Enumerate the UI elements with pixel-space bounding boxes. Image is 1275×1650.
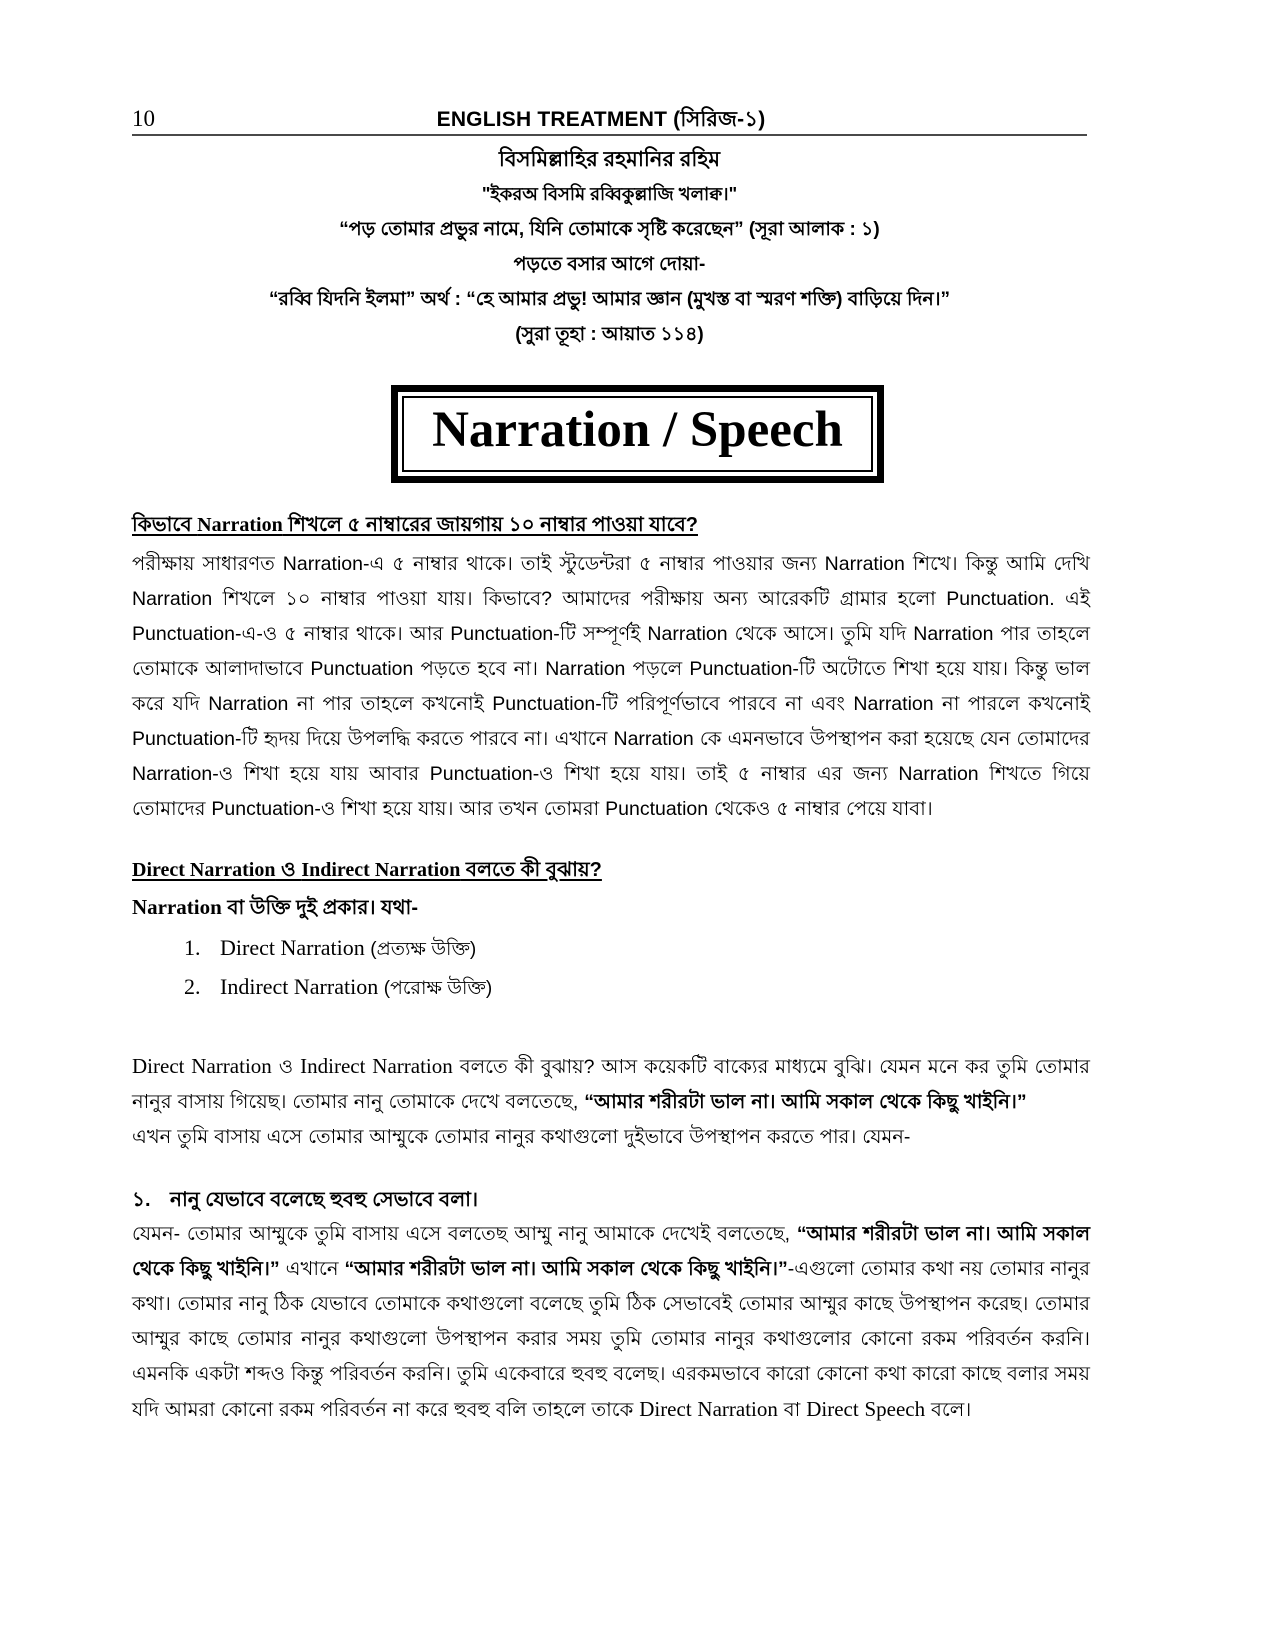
iqra-translation-line: “পড় তোমার প্রভুর নামে, যিনি তোমাকে সৃষ্টি করেছেন” (সূরা আলাক : ১) xyxy=(339,219,880,240)
chapter-title-box xyxy=(0,385,1275,483)
dua-intro-line: পড়তে বসার আগে দোয়া- xyxy=(513,254,706,275)
heading-2-conjunction: ও xyxy=(275,859,302,881)
s3-text-3: -এগুলো তোমার কথা নয় তোমার নানুর কথা। তোমার নানু ঠিক যেভাবে তোমাকে কথাগুলো বলেছে তুমি ঠিক সেভাবেই তোমার আম্মুর কাছে উপস্থাপন করেছ। তোমার আম্মুর কাছে তোমার নানুর কথাগুলো উপস্থাপন করার সময় তুমি তোমার নানুর কথাগুলোর কোনো রকম পরিবর্তন করনি। এমনকি একটা শব্দও কিন্তু পরিবর্তন করনি। তুমি একেবারে হুবহু বলেছ। এরকমভাবে কারো কোনো কথা কারো কাছে বলার সময় যদি আমরা কোনো রকম পরিবর্তন না করে হুবহু বলি তাহলে তাকে xyxy=(132,1258,1091,1421)
section-3-number: ১. xyxy=(132,1189,151,1211)
section-2-explanation-paragraph xyxy=(132,1049,1090,1120)
list-item-term: Direct Narration xyxy=(220,935,365,960)
heading-1-text-before: কিভাবে xyxy=(132,514,198,536)
header-divider xyxy=(132,134,1087,136)
subhead-term: Narration xyxy=(132,895,222,919)
narration-types-list xyxy=(132,929,1090,1007)
nanu-quote: “আমার শরীরটা ভাল না। আমি সকাল থেকে কিছু খাইনি।” xyxy=(584,1091,1027,1113)
chapter-title: Narration / Speech xyxy=(432,402,843,458)
section-heading-2 xyxy=(132,857,1090,883)
iqra-arabic-line: "ইকরঅ বিসমি রব্বিকুল্লাজি খলাক্ব।" xyxy=(481,184,738,204)
heading-2-term-indirect: Indirect Narration xyxy=(301,859,461,881)
page-body xyxy=(132,512,1090,1428)
s3-quote-2: “আমার শরীরটা ভাল না। আমি সকাল থেকে কিছু খাইনি।” xyxy=(344,1258,788,1280)
heading-2-tail: বলতে কী বুঝায়? xyxy=(460,859,602,881)
section-1-paragraph: পরীক্ষায় সাধারণত Narration-এ ৫ নাম্বার থাকে। তাই স্টুডেন্টরা ৫ নাম্বার পাওয়ার জন্য Narration শিখে। কিন্তু আমি দেখি Narration শিখলে ১০ নাম্বার পাওয়া যায়। কিভাবে? আমাদের পরীক্ষায় অন্য আরেকটি গ্রামার হলো Punctuation. এই Punctuation-এ-ও ৫ নাম্বার থাকে। আর Punctuation-টি সম্পূর্ণই Narration থেকে আসে। তুমি যদি Narration পার তাহলে তোমাকে আলাদাভাবে Punctuation পড়তে হবে না। Narration পড়লে Punctuation-টি অটোতে শিখা হয়ে যায়। কিন্তু ভাল করে যদি Narration না পার তাহলে কখনোই Punctuation-টি পরিপূর্ণভাবে পারবে না এবং Narration না পারলে কখনোই Punctuation-টি হৃদয় দিয়ে উপলদ্ধি করতে পারবে না। এখানে Narration কে এমনভাবে উপস্থাপন করা হয়েছে যেন তোমাদের Narration-ও শিখা হয়ে যায় আবার Punctuation-ও শিখা হয়ে যায়। তাই ৫ নাম্বার এর জন্য Narration শিখতে গিয়ে তোমাদের Punctuation-ও শিখা হয়ে যায়। আর তখন তোমরা Punctuation থেকেও ৫ নাম্বার পেয়ে যাবা। xyxy=(132,553,1090,820)
heading-1-term: Narration xyxy=(197,514,283,536)
page-number: 10 xyxy=(132,106,155,131)
book-title: ENGLISH TREATMENT (সিরিজ-১) xyxy=(436,108,766,131)
invocation-block xyxy=(132,142,1087,352)
title-box-outer-border xyxy=(391,385,884,483)
subhead-text: বা উক্তি দুই প্রকার। যথা- xyxy=(221,897,418,919)
bismillah-line: বিসমিল্লাহির রহমানির রহিম xyxy=(498,148,721,171)
s3-term-direct-narration: Direct Narration xyxy=(639,1397,778,1421)
heading-2-term-direct: Direct Narration xyxy=(132,859,276,881)
narration-types-subhead xyxy=(132,892,1090,923)
section-heading-1 xyxy=(132,512,1090,538)
title-box-inner-border xyxy=(402,396,873,472)
list-item-gloss: (পরোক্ষ উক্তি) xyxy=(383,978,493,999)
para-term-direct: Direct Narration xyxy=(132,1054,272,1078)
section-3-heading-text: নানু যেভাবে বলেছে হুবহু সেভাবে বলা। xyxy=(170,1189,479,1211)
list-item-gloss: (প্রত্যক্ষ উক্তি) xyxy=(370,939,477,960)
para-conjunction: ও xyxy=(271,1056,301,1078)
list-item xyxy=(206,968,1090,1007)
s3-quote-1: “আমার শরীরটা ভাল না। আমি সকাল থেকে কিছু খাইনি।” xyxy=(132,1223,1090,1280)
section-3-heading xyxy=(132,1185,1090,1215)
s3-text-2: এখানে xyxy=(279,1258,345,1280)
spacer-1 xyxy=(132,827,1090,857)
page-header xyxy=(132,96,1087,132)
heading-1-text-after: শিখলে ৫ নাম্বারের জায়গায় ১০ নাম্বার পাওয়া যাবে? xyxy=(282,514,698,536)
surah-reference-line: (সুরা তূহা : আয়াত ১১৪) xyxy=(515,324,704,345)
section-2-followup-paragraph: এখন তুমি বাসায় এসে তোমার আম্মুকে তোমার নানুর কথাগুলো দুইভাবে উপস্থাপন করতে পার। যেমন- xyxy=(132,1126,911,1148)
para-term-indirect: Indirect Narration xyxy=(300,1054,453,1078)
s3-text-5: বলে। xyxy=(925,1399,972,1421)
spacer-3 xyxy=(132,1155,1090,1185)
rabbi-zidni-line: “রব্বি যিদনি ইলমা” অর্থ : “হে আমার প্রভু! আমার জ্ঞান (মুখস্ত বা স্মরণ শক্তি) বাড়িয়ে দিন।” xyxy=(268,289,950,310)
s3-term-direct-speech: Direct Speech xyxy=(806,1397,926,1421)
list-item xyxy=(206,929,1090,968)
s3-text-4: বা xyxy=(777,1399,807,1421)
s3-text-1: যেমন- তোমার আম্মুকে তুমি বাসায় এসে বলতেছ আম্মু নানু আমাকে দেখেই বলতেছে, xyxy=(132,1223,797,1245)
list-item-term: Indirect Narration xyxy=(220,974,379,999)
para-body-text: বলতে কী বুঝায়? আস কয়েকটি বাক্যের মাধ্যমে বুঝি। যেমন মনে কর তুমি তোমার নানুর বাসায় গিয়েছ। তোমার নানু তোমাকে দেখে বলতেছে, xyxy=(132,1056,1090,1113)
section-3-paragraph xyxy=(132,1217,1090,1428)
spacer-2 xyxy=(132,1007,1090,1049)
